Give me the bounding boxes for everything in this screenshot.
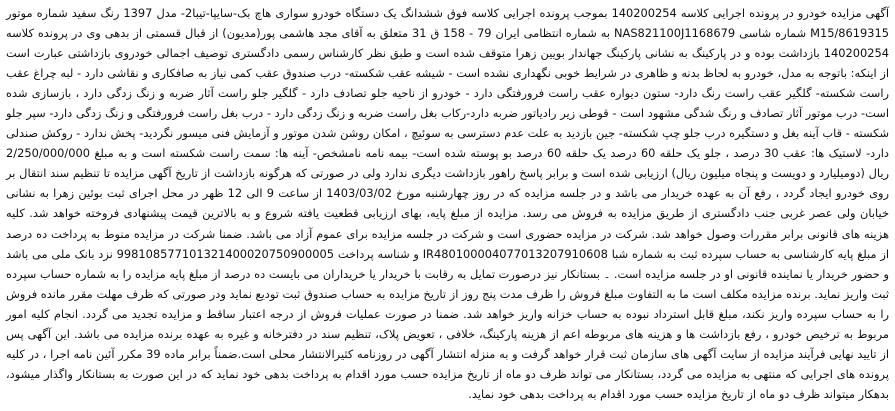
auction-notice-body: آگهی مزایده خودرو در پرونده اجرایی کلاسه 140200254 بموجب پرونده اجرایی کلاسه فوق ششدانگ یک دستگاه خودرو سواری هاچ بک-سایپا-تیبا2- مدل 1397 رنگ سفید شماره موتور M15/8619315 شماره شاسی NAS821100J1168679 به شماره انتظامی ایران 79 - 158 ق 31 متعلق به آقای مجد هاشمی پور(مدیون) از قبال قسمتی از بدهی وی در پرونده کلاسه 140200254 بازداشت بوده و در پارکینگ به نشانی پارکینگ جهاندار بویین زهرا متوقف شده است و طبق نظر کارشناس رسمی دادگستری توصیف اجمالی خودروی بازداشتی عبارت است از اینکه: باتوجه به مدل، خودرو به لحاظ بدنه و ظاهری در شرایط خوبی نگهداری نشده است - شیشه عقب شکسته- درب صندوق عقب کمی نیاز به صافکاری و نقاشی دارد - لبه چراغ عقب راست شکسته- گلگیر عقب راست رنگ دارد- ستون دیواره عقب راست فرورفتگی دارد - خودرو از ناحیه جلو تصادف دارد - گلگیر جلو راست آثار ضربه و زنگ زدگی دارد ، بازسازی شده است- درب موتور آثار تصادف و رنگ شدگی مشهود است - قوطی زیر رادیاتور ضربه دارد-رکاب بغل راست ضربه و زنگ زدگی دارد - درب بغل راست فرورفتگی و زنگ زدگی دارد- سپر جلو شکسته - قاب آینه بغل و دستگیره درب جلو چپ شکسته- جین بازدید به علت عدم دسترسی به سوئیچ ، امکان روشن شدن موتور و آزمایش فنی میسور نگردید- پخش ندارد - روکش صندلی دارد- لاستیک ها: عقب 30 درصد ، جلو یک حلقه 60 درصد یک حلقه 60 درصد بو پوسته شده است- بیمه نامه نامشخص- آینه ها: سمت راست شکسته است و به مبلغ 2/250/000/000 ریال (دومیلیارد و دویست و پنجاه میلیون ریال) ارزیابی شده است و برابر پاسخ راهور بازداشت دیگری ندارد ولی در صورتی که هرگونه بازداشت از تاریخ آگهی مزایده تا تنظیم سند انتقال بر روی خودرو ایجاد گردد ، رفع آن به عهده خریدار می باشد و در جلسه مزایده که در روز چهارشنبه مورخ 1403/03/02 از ساعت 9 الی 12 ظهر در محل اجرای ثبت بوئین زهرا به نشانی خیابان ولی عصر غربی جنب دادگستری از طریق مزایده به فروش می رسد. مزایده از مبلغ پایه، بهای ارزیابی قطعیت یافته شروع و به بالاترین قیمت پیشنهادی فروخته خواهد شد. کلیه هزینه های قانونی برابر مقررات وصول خواهد شد. شرکت در مزایده حضوری است و شرکت در جلسه مزایده برای عموم آزاد می باشد. ضمنا شرکت در مزایده منوط به پرداخت ده درصد از مبلغ پایه کارشناسی به حساب سپرده ثبت به شماره شبا IR480100004077013207910608 و شناسه پرداخت 998108577101321400020750900005 نزد بانک ملی می باشد و حضور خریدار یا نماینده قانونی او در جلسه مزایده است. ۔ بستانکار نیز درصورت تمایل به رقابت با خریدار یا خریداران می بایست ده درصد از مبلغ پایه مزایده را به شماره حساب سپرده ثبت واریز نماید. برنده مزایده مکلف است ما به التفاوت مبلغ فروش را ظرف مدت پنج روز از تاریخ مزایده به حساب صندوق ثبت تودیع نماید ودر صورتی که ظرف مهلت مقرر مانده فروش را به حساب سپرده واریز نکند، مبلغ قابل استرداد نبوده به حساب خزانه واریز خواهد شد. ضمنا در صورت عملیات فروش از درجه اعتبار ساقط و مزایده تجدید می گردد. انجام کلیه امور مربوط به ترخیص خودرو ، رفع بازداشت ها و هزینه های مربوطه اعم از هزینه پارکینگ، خلافی ، تعویض پلاک، تنظیم سند در دفترخانه و غیره به عهده برنده مزایده می باشد. این آگهی پس از تایید نهایی فرآیند مزایده از سایت آگهی های سازمان ثبت قرار خواهد گرفت و به منزله انتشار آگهی در روزنامه کثیرالانتشار محلی است.ضمناً برابر ماده 39 مکرر آئین نامه اجرا ، در کلیه پرونده های اجرایی که منتهی به مزایده می گردد، بستانکار می تواند ظرف دو ماه از تاریخ مزایده حسب مورد اقدام به پرداخت بدهی خود نماید که در این صورت به بستانکار واگذار میشود، بدهکار میتواند ظرف دو ماه از تاریخ مزایده حسب مورد اقدام به پرداخت بدهی خود نماید. xyxy=(6,6,890,401)
